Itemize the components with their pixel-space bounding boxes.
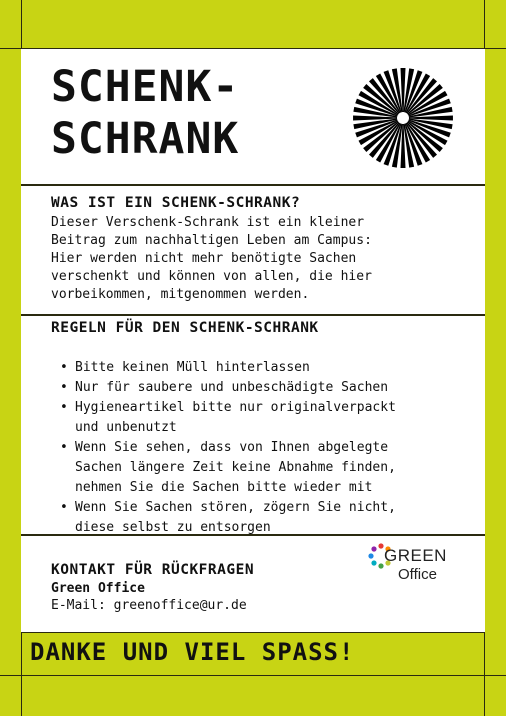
bullet-icon: •: [60, 380, 68, 395]
rule-text: Bitte keinen Müll hinterlassen: [75, 360, 310, 375]
footer-slogan: DANKE UND VIEL SPASS!: [30, 638, 355, 666]
rule-item: [51, 398, 471, 438]
sunburst-icon: [353, 68, 453, 168]
title-line-1: SCHENK-: [51, 62, 240, 112]
rule-item: [51, 358, 471, 378]
rule-item: [51, 378, 471, 398]
logo-office-text: Office: [398, 566, 437, 583]
info-heading: WAS IST EIN SCHENK-SCHRANK?: [51, 195, 301, 211]
rules-list: [51, 358, 471, 538]
rule-text: Wenn Sie Sachen stören, zögern Sie nicht, diese selbst zu entsorgen: [75, 500, 396, 535]
rule-text: Wenn Sie sehen, dass von Ihnen abgelegte Sachen längere Zeit keine Abnahme finden, nehmen Sie die Sachen bitte wieder mit: [75, 440, 396, 495]
rule-item: [51, 438, 471, 498]
contact-email: E-Mail: greenoffice@ur.de: [51, 598, 247, 613]
title-panel: [21, 48, 485, 185]
rule-item: [51, 498, 471, 538]
bullet-icon: •: [60, 500, 68, 515]
green-office-logo: [366, 540, 446, 590]
contact-heading: KONTAKT FÜR RÜCKFRAGEN: [51, 562, 255, 578]
bullet-icon: •: [60, 440, 68, 455]
contact-name: Green Office: [51, 581, 145, 596]
rules-section: [21, 315, 485, 535]
info-text: Dieser Verschenk-Schrank ist ein kleiner Beitrag zum nachhaltigen Leben am Campus: Hier werden nicht mehr benötigte Sachen verschenkt und können von allen, die hier vorbeikommen, mitgenommen werden.: [51, 215, 372, 302]
page-title: [51, 61, 239, 165]
title-line-2: SCHRANK: [51, 114, 240, 164]
info-section: [21, 185, 485, 315]
rules-heading: REGELN FÜR DEN SCHENK-SCHRANK: [51, 320, 319, 336]
bullet-icon: •: [60, 400, 68, 415]
bullet-icon: •: [60, 360, 68, 375]
grid-line-bottom: [0, 675, 506, 676]
rule-text: Nur für saubere und unbeschädigte Sachen: [75, 380, 389, 395]
contact-section: [21, 535, 485, 633]
logo-green-text: GREEN: [384, 546, 447, 565]
rule-text: Hygieneartikel bitte nur originalverpackt und unbenutzt: [75, 400, 396, 435]
